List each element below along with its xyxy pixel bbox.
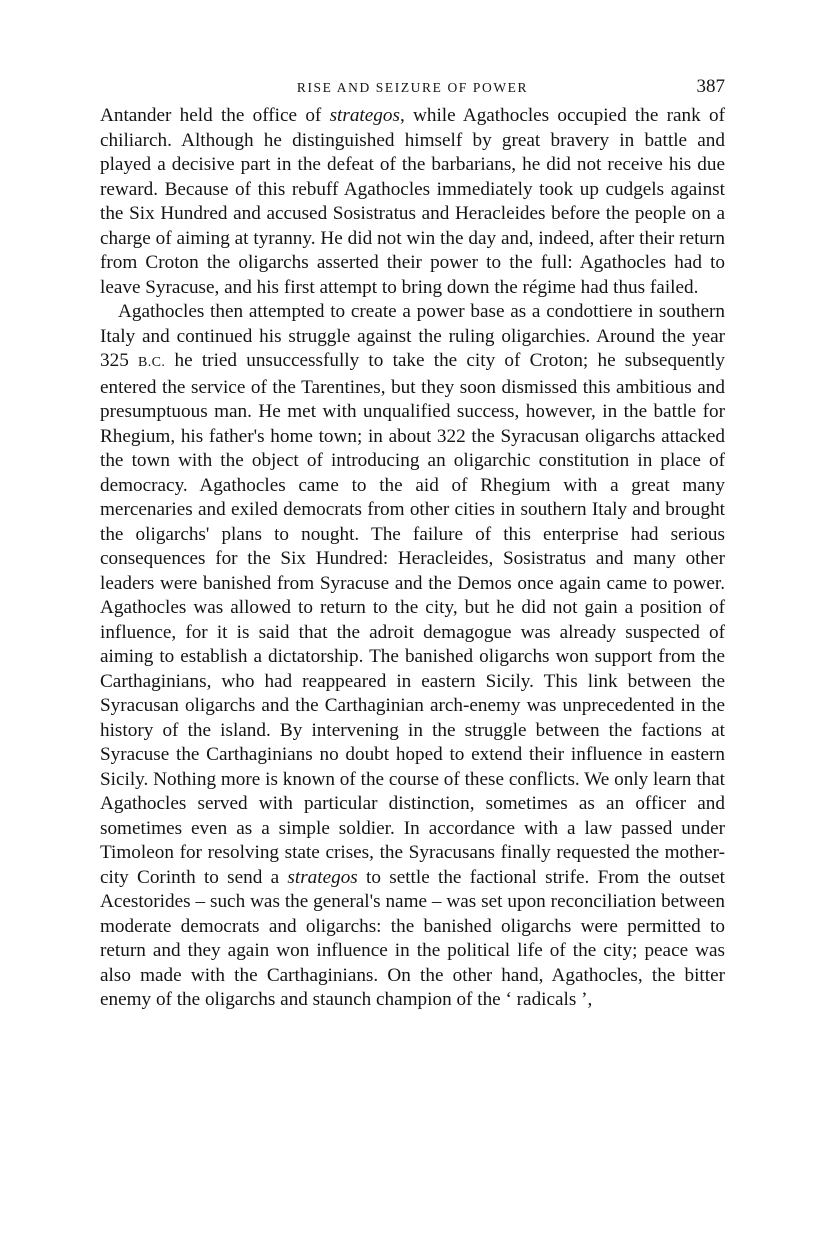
- paragraph-1: [100, 104, 725, 300]
- italic-term: strategos: [329, 105, 400, 126]
- paragraph-1-text: , while Agathocles occupied the rank of chiliarch. Although he distinguished himself by great bravery in battle and played a decisive part in the defeat of the barbarians, he did not receive his due reward. Because of this rebuff Agathocles immediately took up cudgels against the Six Hundred and accused Sosistratus and Heracleides before the people on a charge of aiming at tyranny. He did not win the day and, indeed, after their return from Croton the oligarchs asserted their power to the full: Agathocles had to leave Syracuse, and his first attempt to bring down the régime had thus failed.: [100, 105, 725, 298]
- paragraph-2-text: to settle the factional strife. From the outset Acestorides – such was the general's name – was set upon reconciliation between moderate democrats and oligarchs: the banished oligarchs were permitted to return and they again won influence in the political life of the city; peace was also made with the Carthaginians. On the other hand, Agathocles, the bitter enemy of the oligarchs and staunch champion of the ‘ radicals ’,: [100, 866, 725, 1010]
- paragraph-2-text: he tried unsuccessfully to take the city of Croton; he subsequently entered the service of the Tarentines, but they soon dismissed this ambitious and presumptuous man. He met with unqualified success, however, in the battle for Rhegium, his father's home town; in about 322 the Syracusan oligarchs attacked the town with the object of introducing an oligarchic constitution in place of democracy. Agathocles came to the aid of Rhegium with a great many mercenaries and exiled democrats from other cities in southern Italy and brought the oligarchs' plans to nought. The failure of this enterprise had serious consequences for the Six Hundred: Heracleides, Sosistratus and many other leaders were banished from Syracuse and the Demos once again came to power. Agathocles was allowed to return to the city, but he did not gain a position of influence, for it is said that the adroit demagogue was already suspected of aiming to establish a dictatorship. The banished oligarchs won support from the Carthaginians, who had reappeared in eastern Sicily. This link between the Syracusan oligarchs and the Carthaginian arch-enemy was unprecedented in the history of the island. By intervening in the struggle between the factions at Syracuse the Carthaginians no doubt hoped to extend their influence in eastern Sicily. Nothing more is known of the course of these conflicts. We only learn that Agathocles served with particular distinction, sometimes as an officer and sometimes even as a simple soldier. In accordance with a law passed under Timoleon for resolving state crises, the Syracusans finally requested the mother-city Corinth to send a: [100, 350, 725, 888]
- running-head: [100, 72, 725, 104]
- era-abbreviation: B.C.: [138, 355, 166, 370]
- italic-term: strategos: [287, 866, 358, 888]
- book-page: [100, 72, 725, 1013]
- paragraph-2: [100, 300, 725, 1013]
- page-number: 387: [696, 76, 725, 97]
- body-text: [100, 104, 725, 1013]
- running-title: RISE AND SEIZURE OF POWER: [296, 80, 529, 95]
- paragraph-1-text: Antander held the office of: [100, 105, 330, 126]
- paragraph-2-text: Agathocles then attempted to create a power base as a condottiere in southern Italy and continued his struggle against the ruling oligarchies. Around the year 325: [100, 301, 725, 371]
